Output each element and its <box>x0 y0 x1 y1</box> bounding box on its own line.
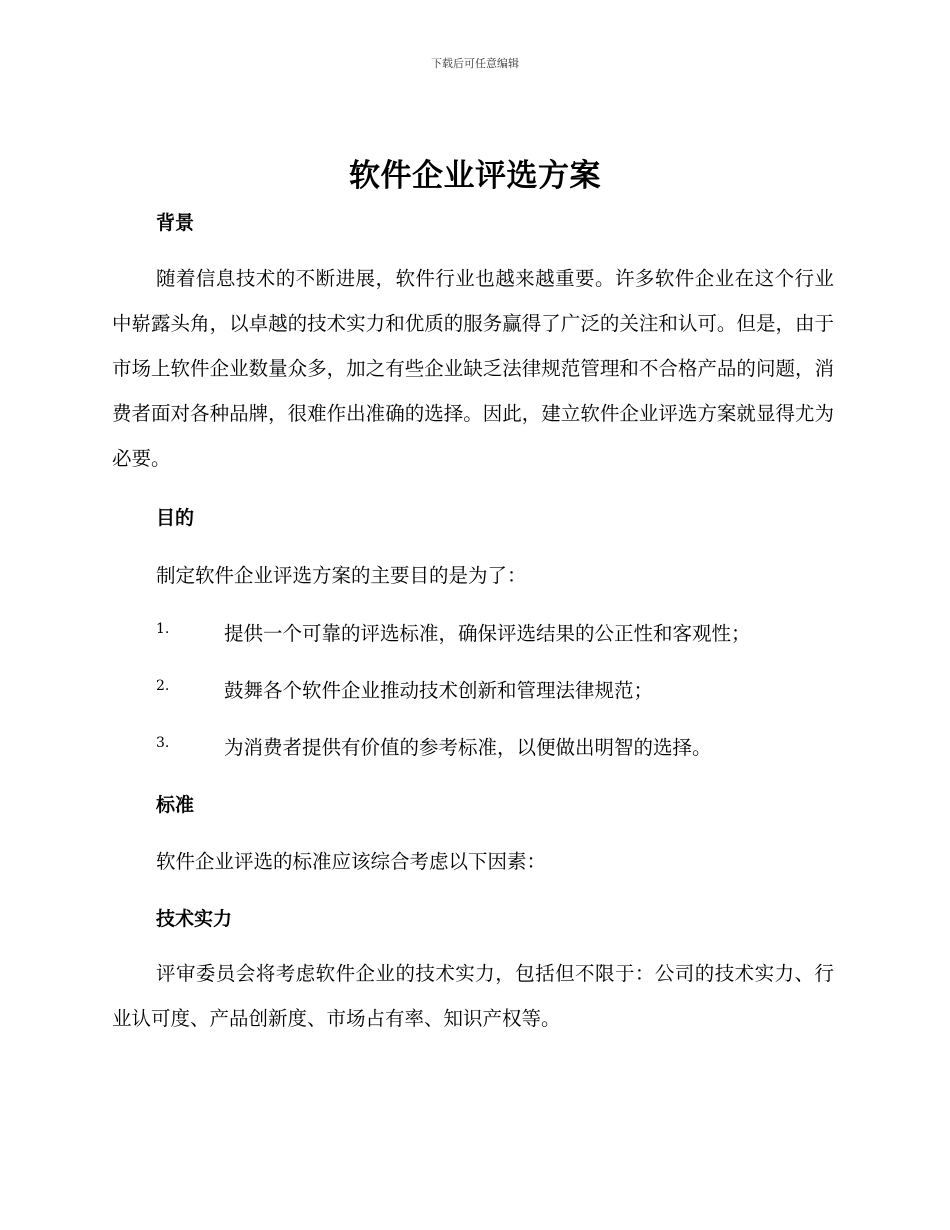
list-text: 鼓舞各个软件企业推动技术创新和管理法律规范； <box>224 679 654 702</box>
list-text: 提供一个可靠的评选标准，确保评选结果的公正性和客观性； <box>224 622 751 645</box>
list-text: 为消费者提供有价值的参考标准，以便做出明智的选择。 <box>224 736 712 759</box>
section-heading-purpose: 目的 <box>156 507 195 529</box>
header-note: 下载后可任意编辑 <box>431 57 519 70</box>
background-paragraph: 随着信息技术的不断进展，软件行业也越来越重要。许多软件企业在这个行业中崭露头角，以卓越的技术实力和优质的服务赢得了广泛的关注和认可。但是，由于市场上软件企业数量众多，加之有些企业缺乏法律规范管理和不合格产品的问题，消费者面对各种品牌，很难作出准确的选择。因此，建立软件企业评选方案就显得尤为必要。 <box>112 267 834 470</box>
standard-intro: 软件企业评选的标准应该综合考虑以下因素： <box>156 850 547 873</box>
section-heading-background: 背景 <box>156 212 195 234</box>
section-heading-standard: 标准 <box>156 794 195 816</box>
tech-paragraph: 评审委员会将考虑软件企业的技术实力，包括但不限于：公司的技术实力、行业认可度、产品创新度、市场占有率、知识产权等。 <box>112 962 834 1030</box>
list-number: 3. <box>156 735 170 751</box>
section-heading-tech: 技术实力 <box>156 908 233 930</box>
list-number: 2. <box>156 678 170 694</box>
document-title: 软件企业评选方案 <box>349 158 601 194</box>
list-number: 1. <box>156 621 170 637</box>
purpose-intro: 制定软件企业评选方案的主要目的是为了： <box>156 564 527 587</box>
